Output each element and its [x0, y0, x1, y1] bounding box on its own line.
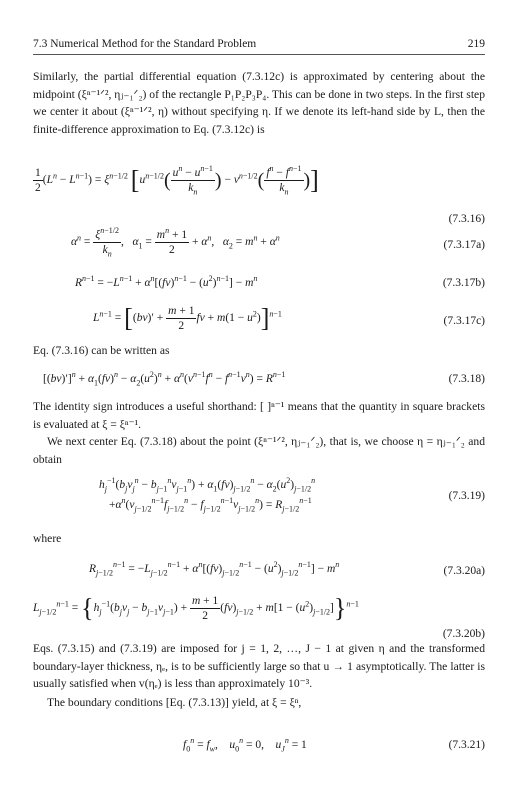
eq-number: (7.3.19)	[448, 490, 485, 502]
equation-7-3-17a: $\alpha^n$ = $\frac{\xi^{n-1/2}}{k_n}$ , $\alpha_1$ = $\frac{m^n + 1}{2}$ + $\alpha^n$, $\alpha_2 = m^n + \alpha^n$ (7.3.17a)	[71, 226, 485, 259]
equation-7-3-20a: $R_{j-1/2}^{n-1} = -L_{j-1/2}^{n-1} + \alpha^n[(fv)_{j-1/2}^{n-1} - (u^2)_{j-1/2}^{n-1}] - m^n$ (7.3.20a)	[89, 560, 485, 578]
paragraph-imposed: Eqs. (7.3.15) and (7.3.19) are imposed for j = 1, 2, …, J − 1 at given η and the transformed boundary-layer thickness, ηₑ, is to be sufficiently large so that u → 1 asymptotically. The latter is usually satisfied when v(ηₑ) is less than approximately 10⁻³.	[33, 642, 485, 691]
equation-7-3-21: $f_0^n = f_w$, $u_0^n = 0$, $u_J^n = 1$ (7.3.21)	[183, 736, 485, 754]
eq-number: (7.3.21)	[448, 739, 485, 751]
paragraph-center: We next center Eq. (7.3.18) about the point (ξⁿ⁻¹ᐟ², ηⱼ₋₁ᐟ₂), that is, we choose η = ηⱼ₋₁ᐟ₂ and obtain	[33, 435, 485, 466]
eq-number: (7.3.18)	[448, 373, 485, 385]
page-number: 219	[467, 38, 485, 50]
eq-number: (7.3.17a)	[443, 239, 485, 251]
eq-number: (7.3.16)	[448, 213, 485, 225]
equation-7-3-20b: $L_{j-1/2}^{n-1} = \{h_j^{-1}(b_jv_j - b_{j-1}v_{j-1})$ + $\frac{m + 1}{2}$ $(fv)_{j-1/2} + m[1 - (u^2)_{j-1/2}]\}^{n-1}$ (7.3.20b)	[33, 593, 485, 640]
paragraph-shorthand: The identity sign introduces a useful shorthand: [ ]ⁿ⁻¹ means that the quantity in square brackets is evaluated at ξ = ξⁿ⁻¹.	[33, 400, 485, 431]
paragraph-boundary: The boundary conditions [Eq. (7.3.13)] yield, at ξ = ξⁿ,	[47, 696, 302, 709]
eq-number: (7.3.20a)	[443, 565, 485, 577]
equation-7-3-19: $h_j^{-1}(b_jv_j^n - b_{j-1}^nv_{j-1}^n) + \alpha_1(fv)_{j-1/2}^n - \alpha_2(u^2)_{j-1/2}^n$ $+\alpha^n(v_{j-1/2}^{n-1}f_{j-1/2}^n - f_{j-1/2}^{n-1}v_{j-1/2}^n) = R_{j-1/2}^{n-1}$ (7.3.19)	[99, 476, 485, 514]
paragraph-intro: Similarly, the partial differential equation (7.3.12c) is approximated by centering about the midpoint (ξⁿ⁻¹ᐟ², ηⱼ₋₁ᐟ₂) of the rectangle P₁P₂P₃P₄. This can be done in two steps. In the first step we center it about (ξⁿ⁻¹ᐟ², η) without specifying η. If we denote its left-hand side by L, then the finite-difference approximation to Eq. (7.3.12c) is	[33, 70, 485, 137]
header-rule	[33, 54, 485, 55]
equation-7-3-18: $[(bv)']^n + \alpha_1(fv)^n - \alpha_2(u^2)^n + \alpha^n(v^{n-1}f^n - f^{n-1}v^n) = R^{n-1}$ (7.3.18)	[43, 370, 485, 388]
eq-number: (7.3.17c)	[443, 315, 485, 327]
word-where: where	[33, 532, 62, 545]
equation-7-3-17b: $R^{n-1} = -L^{n-1} + \alpha^n[(fv)^{n-1} - (u^2)^{n-1}] - m^n$ (7.3.17b)	[75, 274, 485, 289]
eq-number: (7.3.20b)	[442, 628, 485, 640]
section-title: 7.3 Numerical Method for the Standard Problem	[33, 38, 257, 50]
eq-number: (7.3.17b)	[442, 277, 485, 289]
equation-7-3-16: $\frac{1}{2}$ $(L^n - L^{n-1}) = \xi^{n-1/2}$ [$u^{n-1/2}$( $\frac{u^n - u^{n-1}}{k_n}$ ) − $v^{n-1/2}$( $\frac{f^n - f^{n-1}}{k_n}$ )] (7.3.16)	[35, 164, 485, 225]
paragraph-rewrite: Eq. (7.3.16) can be written as	[33, 344, 170, 357]
equation-7-3-17c: $L^{n-1} = [(bv)'$ + $\frac{m + 1}{2}$ fv + $m(1 - u^2)]^{n-1}$ (7.3.17c)	[93, 303, 485, 333]
